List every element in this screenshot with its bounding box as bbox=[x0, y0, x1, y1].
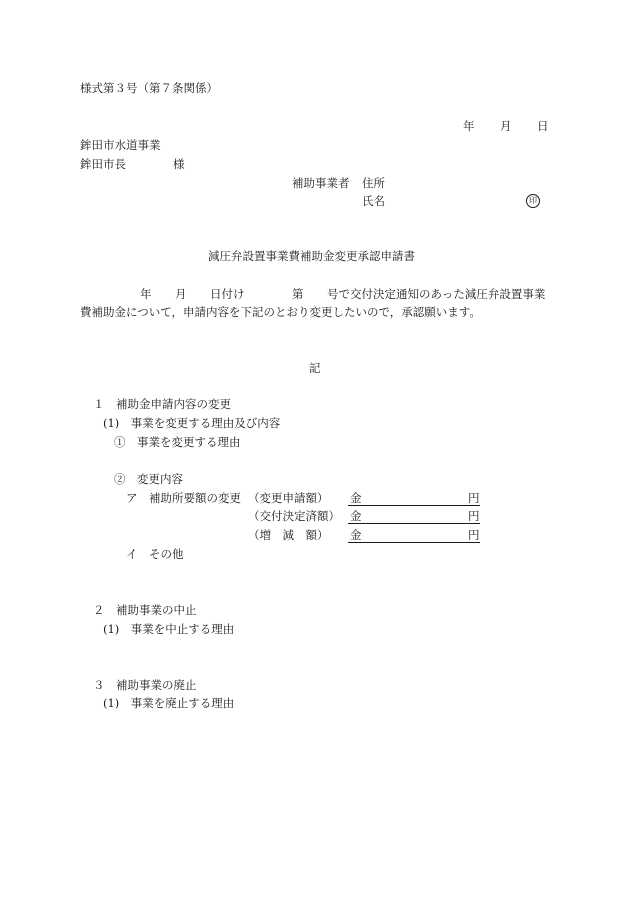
row-kin: 金 bbox=[350, 528, 362, 542]
applicant-label: 補助事業者 bbox=[292, 176, 350, 190]
section1-a-label: ア 補助所要額の変更 bbox=[126, 491, 241, 505]
date-year-label: 年 bbox=[463, 119, 475, 133]
body-year: 年 bbox=[140, 287, 152, 301]
date-month-label: 月 bbox=[500, 119, 512, 133]
amount-underline bbox=[348, 505, 480, 506]
section3-heading: ３ 補助事業の廃止 bbox=[93, 678, 197, 692]
amount-underline bbox=[348, 542, 480, 543]
row-yen: 円 bbox=[468, 528, 480, 542]
ki-heading: 記 bbox=[309, 361, 321, 375]
addressee-honorific: 様 bbox=[173, 157, 185, 171]
section2-heading: ２ 補助事業の中止 bbox=[93, 603, 197, 617]
body-month: 月 bbox=[175, 287, 187, 301]
addressee-organization: 鉾田市水道事業 bbox=[80, 138, 161, 152]
row-kin: 金 bbox=[350, 509, 362, 523]
body-line2: 費補助金について，申請内容を下記のとおり変更したいので，承認願います。 bbox=[80, 305, 481, 319]
addressee-title: 鉾田市長 bbox=[80, 157, 126, 171]
date-day-label: 日 bbox=[537, 119, 549, 133]
section1-item2: ② 変更内容 bbox=[114, 472, 183, 486]
row-label: （交付決定済額） bbox=[248, 509, 340, 523]
applicant-name-label: 氏名 bbox=[362, 194, 385, 208]
body-line1-rest: 号で交付決定通知のあった減圧弁設置事業 bbox=[327, 287, 546, 301]
section1-i-label: イ その他 bbox=[126, 547, 184, 561]
section1-item1: ① 事業を変更する理由 bbox=[114, 435, 241, 449]
applicant-address-label: 住所 bbox=[362, 176, 385, 190]
form-number: 様式第３号（第７条関係） bbox=[80, 81, 218, 95]
row-label: （変更申請額） bbox=[248, 491, 329, 505]
amount-underline bbox=[348, 523, 480, 524]
document-title: 減圧弁設置事業費補助金変更承認申請書 bbox=[208, 249, 415, 263]
body-number-prefix: 第 bbox=[292, 287, 304, 301]
row-yen: 円 bbox=[468, 491, 480, 505]
section3-sub1: (1) 事業を廃止する理由 bbox=[103, 696, 235, 710]
row-label: （増 減 額） bbox=[248, 528, 329, 542]
row-yen: 円 bbox=[468, 509, 480, 523]
section1-heading: １ 補助金申請内容の変更 bbox=[93, 397, 231, 411]
section2-sub1: (1) 事業を中止する理由 bbox=[103, 622, 235, 636]
row-kin: 金 bbox=[350, 491, 362, 505]
section1-sub1: (1) 事業を変更する理由及び内容 bbox=[103, 416, 281, 430]
body-dated: 日付け bbox=[210, 287, 245, 301]
seal-mark: 印 bbox=[526, 194, 540, 208]
